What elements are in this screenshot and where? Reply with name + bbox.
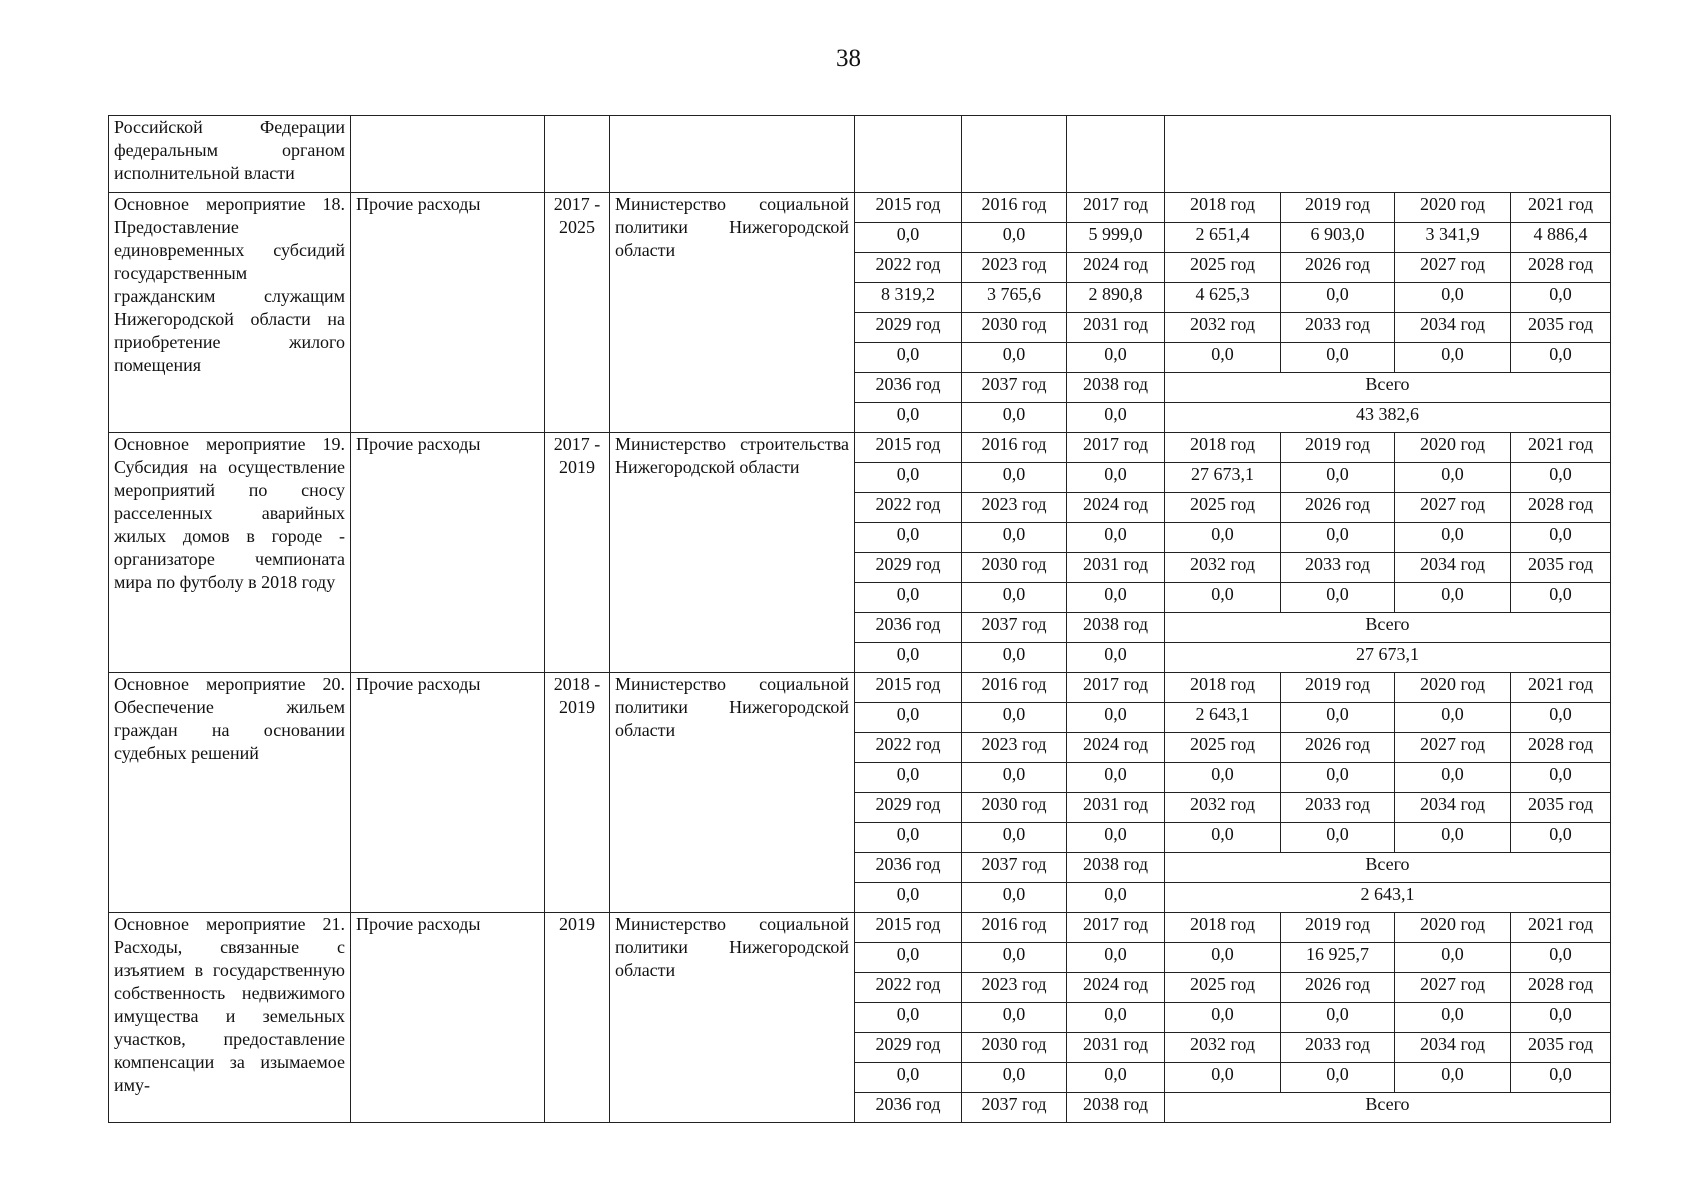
amount-cell: 0,0 [1511, 1003, 1611, 1033]
total-value: 2 643,1 [1165, 883, 1611, 913]
total-value: 43 382,6 [1165, 403, 1611, 433]
year-label: 2029 год [855, 1033, 962, 1063]
amount-cell: 0,0 [1511, 583, 1611, 613]
amount-cell: 0,0 [962, 643, 1067, 673]
amount-cell: 0,0 [1395, 523, 1511, 553]
amount-cell: 0,0 [1067, 703, 1165, 733]
amount-cell: 0,0 [855, 943, 962, 973]
budget-table [108, 115, 1611, 1123]
year-label: 2027 год [1395, 493, 1511, 523]
period: 2019 [545, 913, 610, 1123]
period: 2018 - 2019 [545, 673, 610, 913]
amount-cell: 0,0 [855, 703, 962, 733]
amount-cell: 0,0 [1067, 643, 1165, 673]
amount-cell: 0,0 [1395, 343, 1511, 373]
year-label: 2028 год [1511, 733, 1611, 763]
expense-category: Прочие расходы [351, 913, 545, 1123]
amount-cell: 3 765,6 [962, 283, 1067, 313]
amount-cell: 0,0 [1281, 343, 1395, 373]
amount-cell: 0,0 [1067, 583, 1165, 613]
year-label: 2032 год [1165, 1033, 1281, 1063]
amount-cell: 0,0 [1281, 523, 1395, 553]
amount-cell: 0,0 [962, 943, 1067, 973]
year-label: 2022 год [855, 493, 962, 523]
year-label: 2037 год [962, 853, 1067, 883]
amount-cell: 3 341,9 [1395, 223, 1511, 253]
year-label: 2034 год [1395, 1033, 1511, 1063]
year-label: 2035 год [1511, 1033, 1611, 1063]
amount-cell: 0,0 [1511, 703, 1611, 733]
year-label: 2023 год [962, 973, 1067, 1003]
amount-cell: 0,0 [855, 583, 962, 613]
amount-cell: 0,0 [855, 223, 962, 253]
amount-cell: 0,0 [962, 883, 1067, 913]
amount-cell: 0,0 [1395, 763, 1511, 793]
amount-cell: 0,0 [962, 1063, 1067, 1093]
amount-cell: 0,0 [962, 703, 1067, 733]
year-label: 2032 год [1165, 553, 1281, 583]
year-label: 2028 год [1511, 253, 1611, 283]
continuation-row [109, 116, 1611, 193]
year-label: 2021 год [1511, 193, 1611, 223]
amount-cell: 0,0 [1067, 883, 1165, 913]
year-label: 2027 год [1395, 253, 1511, 283]
amount-cell: 0,0 [1165, 1003, 1281, 1033]
year-label: 2021 год [1511, 913, 1611, 943]
year-label: 2037 год [962, 1093, 1067, 1123]
year-label: 2023 год [962, 733, 1067, 763]
year-label: 2018 год [1165, 433, 1281, 463]
amount-cell: 0,0 [855, 403, 962, 433]
amount-cell: 0,0 [1281, 463, 1395, 493]
activity-name: Основное мероприятие 21. Расходы, связанные с изъятием в государственную собственность недвижимого имущества и земельных участков, предоставление компенсации за изымаемое иму- [109, 913, 351, 1123]
amount-cell: 2 643,1 [1165, 703, 1281, 733]
year-label: 2034 год [1395, 793, 1511, 823]
year-label: 2037 год [962, 613, 1067, 643]
year-label: 2017 год [1067, 193, 1165, 223]
amount-cell: 0,0 [1165, 523, 1281, 553]
total-label: Всего [1165, 1093, 1611, 1123]
year-label: 2025 год [1165, 493, 1281, 523]
amount-cell: 0,0 [1067, 463, 1165, 493]
year-label: 2038 год [1067, 613, 1165, 643]
year-label: 2022 год [855, 253, 962, 283]
amount-cell: 0,0 [1281, 1003, 1395, 1033]
amount-cell: 27 673,1 [1165, 463, 1281, 493]
amount-cell: 0,0 [1165, 763, 1281, 793]
year-label: 2030 год [962, 1033, 1067, 1063]
amount-cell: 0,0 [1281, 583, 1395, 613]
amount-cell: 0,0 [855, 823, 962, 853]
year-label: 2030 год [962, 313, 1067, 343]
year-row [109, 433, 1611, 463]
amount-cell: 2 890,8 [1067, 283, 1165, 313]
total-label: Всего [1165, 613, 1611, 643]
amount-cell: 0,0 [962, 343, 1067, 373]
amount-cell: 0,0 [1511, 523, 1611, 553]
year-label: 2018 год [1165, 193, 1281, 223]
year-label: 2025 год [1165, 253, 1281, 283]
year-label: 2029 год [855, 313, 962, 343]
year-label: 2017 год [1067, 433, 1165, 463]
amount-cell: 0,0 [1511, 283, 1611, 313]
amount-cell: 0,0 [962, 403, 1067, 433]
period: 2017 - 2019 [545, 433, 610, 673]
amount-cell: 0,0 [1395, 1003, 1511, 1033]
activity-name-continued: Российской Федерации федеральным органом исполнительной власти [109, 116, 351, 193]
year-label: 2033 год [1281, 793, 1395, 823]
amount-cell: 0,0 [1165, 823, 1281, 853]
year-label: 2029 год [855, 793, 962, 823]
year-label: 2033 год [1281, 313, 1395, 343]
amount-cell: 5 999,0 [1067, 223, 1165, 253]
year-label: 2031 год [1067, 793, 1165, 823]
year-label: 2016 год [962, 433, 1067, 463]
amount-cell: 0,0 [1281, 1063, 1395, 1093]
amount-cell: 8 319,2 [855, 283, 962, 313]
amount-cell: 4 886,4 [1511, 223, 1611, 253]
year-label: 2027 год [1395, 973, 1511, 1003]
year-label: 2024 год [1067, 253, 1165, 283]
amount-cell: 0,0 [962, 763, 1067, 793]
year-label: 2025 год [1165, 733, 1281, 763]
year-label: 2035 год [1511, 553, 1611, 583]
total-label: Всего [1165, 853, 1611, 883]
year-label: 2016 год [962, 913, 1067, 943]
amount-cell: 0,0 [1395, 823, 1511, 853]
year-label: 2015 год [855, 673, 962, 703]
activity-name: Основное мероприятие 20. Обеспечение жильем граждан на основании судебных решений [109, 673, 351, 913]
amount-cell: 0,0 [1067, 1003, 1165, 1033]
year-label: 2034 год [1395, 553, 1511, 583]
year-label: 2028 год [1511, 973, 1611, 1003]
activity-name: Основное мероприятие 18. Предоставление единовременных субсидий государственным гражданским служащим Нижегородской области на приобретение жилого помещения [109, 193, 351, 433]
year-label: 2022 год [855, 973, 962, 1003]
year-label: 2018 год [1165, 913, 1281, 943]
year-label: 2028 год [1511, 493, 1611, 523]
activity-name: Основное мероприятие 19. Субсидия на осуществление мероприятий по сносу расселенных аварийных жилых домов в городе - организаторе чемпионата мира по футболу в 2018 году [109, 433, 351, 673]
year-label: 2035 год [1511, 793, 1611, 823]
amount-cell: 0,0 [1395, 943, 1511, 973]
amount-cell: 0,0 [1067, 823, 1165, 853]
year-label: 2026 год [1281, 493, 1395, 523]
year-label: 2024 год [1067, 973, 1165, 1003]
year-label: 2036 год [855, 373, 962, 403]
year-label: 2024 год [1067, 733, 1165, 763]
amount-cell: 0,0 [1511, 343, 1611, 373]
year-label: 2015 год [855, 433, 962, 463]
page-number: 38 [836, 45, 861, 72]
year-label: 2017 год [1067, 913, 1165, 943]
amount-cell: 0,0 [1067, 763, 1165, 793]
amount-cell: 2 651,4 [1165, 223, 1281, 253]
amount-cell: 0,0 [1067, 1063, 1165, 1093]
amount-cell: 0,0 [1511, 823, 1611, 853]
amount-cell: 0,0 [1281, 283, 1395, 313]
amount-cell: 0,0 [1165, 583, 1281, 613]
year-label: 2030 год [962, 553, 1067, 583]
year-label: 2027 год [1395, 733, 1511, 763]
year-label: 2025 год [1165, 973, 1281, 1003]
year-label: 2026 год [1281, 733, 1395, 763]
amount-cell: 0,0 [1067, 403, 1165, 433]
amount-cell: 0,0 [1511, 943, 1611, 973]
amount-cell: 0,0 [1511, 463, 1611, 493]
amount-cell: 0,0 [962, 523, 1067, 553]
year-label: 2026 год [1281, 973, 1395, 1003]
amount-cell: 0,0 [855, 883, 962, 913]
amount-cell: 0,0 [1511, 1063, 1611, 1093]
year-label: 2031 год [1067, 553, 1165, 583]
amount-cell: 0,0 [962, 463, 1067, 493]
year-label: 2017 год [1067, 673, 1165, 703]
amount-cell: 0,0 [1395, 283, 1511, 313]
amount-cell: 0,0 [962, 1003, 1067, 1033]
year-label: 2023 год [962, 493, 1067, 523]
amount-cell: 0,0 [962, 223, 1067, 253]
amount-cell: 0,0 [1165, 1063, 1281, 1093]
total-label: Всего [1165, 373, 1611, 403]
year-label: 2020 год [1395, 673, 1511, 703]
amount-cell: 6 903,0 [1281, 223, 1395, 253]
amount-cell: 0,0 [1281, 763, 1395, 793]
amount-cell: 0,0 [1067, 523, 1165, 553]
year-label: 2036 год [855, 613, 962, 643]
year-label: 2020 год [1395, 193, 1511, 223]
year-label: 2023 год [962, 253, 1067, 283]
amount-cell: 0,0 [855, 643, 962, 673]
amount-cell: 0,0 [855, 1003, 962, 1033]
year-label: 2034 год [1395, 313, 1511, 343]
amount-cell: 0,0 [962, 583, 1067, 613]
year-label: 2036 год [855, 1093, 962, 1123]
total-value: 27 673,1 [1165, 643, 1611, 673]
year-label: 2033 год [1281, 1033, 1395, 1063]
amount-cell: 0,0 [1395, 1063, 1511, 1093]
year-label: 2031 год [1067, 1033, 1165, 1063]
year-label: 2015 год [855, 193, 962, 223]
period: 2017 - 2025 [545, 193, 610, 433]
amount-cell: 0,0 [855, 763, 962, 793]
expense-category: Прочие расходы [351, 673, 545, 913]
amount-cell: 0,0 [1395, 703, 1511, 733]
amount-cell: 0,0 [1511, 763, 1611, 793]
year-label: 2033 год [1281, 553, 1395, 583]
year-label: 2030 год [962, 793, 1067, 823]
year-label: 2032 год [1165, 793, 1281, 823]
year-label: 2020 год [1395, 433, 1511, 463]
year-label: 2019 год [1281, 193, 1395, 223]
year-label: 2019 год [1281, 673, 1395, 703]
amount-cell: 0,0 [1067, 943, 1165, 973]
year-label: 2015 год [855, 913, 962, 943]
executor: Министерство социальной политики Нижегородской области [610, 193, 855, 433]
year-label: 2026 год [1281, 253, 1395, 283]
amount-cell: 4 625,3 [1165, 283, 1281, 313]
year-label: 2021 год [1511, 433, 1611, 463]
year-label: 2021 год [1511, 673, 1611, 703]
year-row [109, 193, 1611, 223]
amount-cell: 0,0 [1165, 943, 1281, 973]
year-label: 2031 год [1067, 313, 1165, 343]
amount-cell: 0,0 [1281, 703, 1395, 733]
year-label: 2022 год [855, 733, 962, 763]
executor: Министерство социальной политики Нижегородской области [610, 913, 855, 1123]
amount-cell: 0,0 [1067, 343, 1165, 373]
amount-cell: 0,0 [855, 343, 962, 373]
amount-cell: 0,0 [962, 823, 1067, 853]
year-row [109, 673, 1611, 703]
expense-category: Прочие расходы [351, 193, 545, 433]
year-label: 2019 год [1281, 433, 1395, 463]
year-label: 2038 год [1067, 853, 1165, 883]
executor: Министерство социальной политики Нижегородской области [610, 673, 855, 913]
year-label: 2037 год [962, 373, 1067, 403]
year-label: 2036 год [855, 853, 962, 883]
year-label: 2020 год [1395, 913, 1511, 943]
executor: Министерство строительства Нижегородской области [610, 433, 855, 673]
year-label: 2032 год [1165, 313, 1281, 343]
amount-cell: 0,0 [1395, 463, 1511, 493]
expense-category: Прочие расходы [351, 433, 545, 673]
year-label: 2035 год [1511, 313, 1611, 343]
year-label: 2029 год [855, 553, 962, 583]
year-label: 2016 год [962, 193, 1067, 223]
amount-cell: 0,0 [855, 1063, 962, 1093]
year-label: 2019 год [1281, 913, 1395, 943]
year-label: 2038 год [1067, 373, 1165, 403]
year-row [109, 913, 1611, 943]
amount-cell: 0,0 [1281, 823, 1395, 853]
year-label: 2024 год [1067, 493, 1165, 523]
amount-cell: 0,0 [855, 523, 962, 553]
year-label: 2016 год [962, 673, 1067, 703]
year-label: 2018 год [1165, 673, 1281, 703]
amount-cell: 0,0 [1165, 343, 1281, 373]
amount-cell: 16 925,7 [1281, 943, 1395, 973]
amount-cell: 0,0 [1395, 583, 1511, 613]
year-label: 2038 год [1067, 1093, 1165, 1123]
amount-cell: 0,0 [855, 463, 962, 493]
